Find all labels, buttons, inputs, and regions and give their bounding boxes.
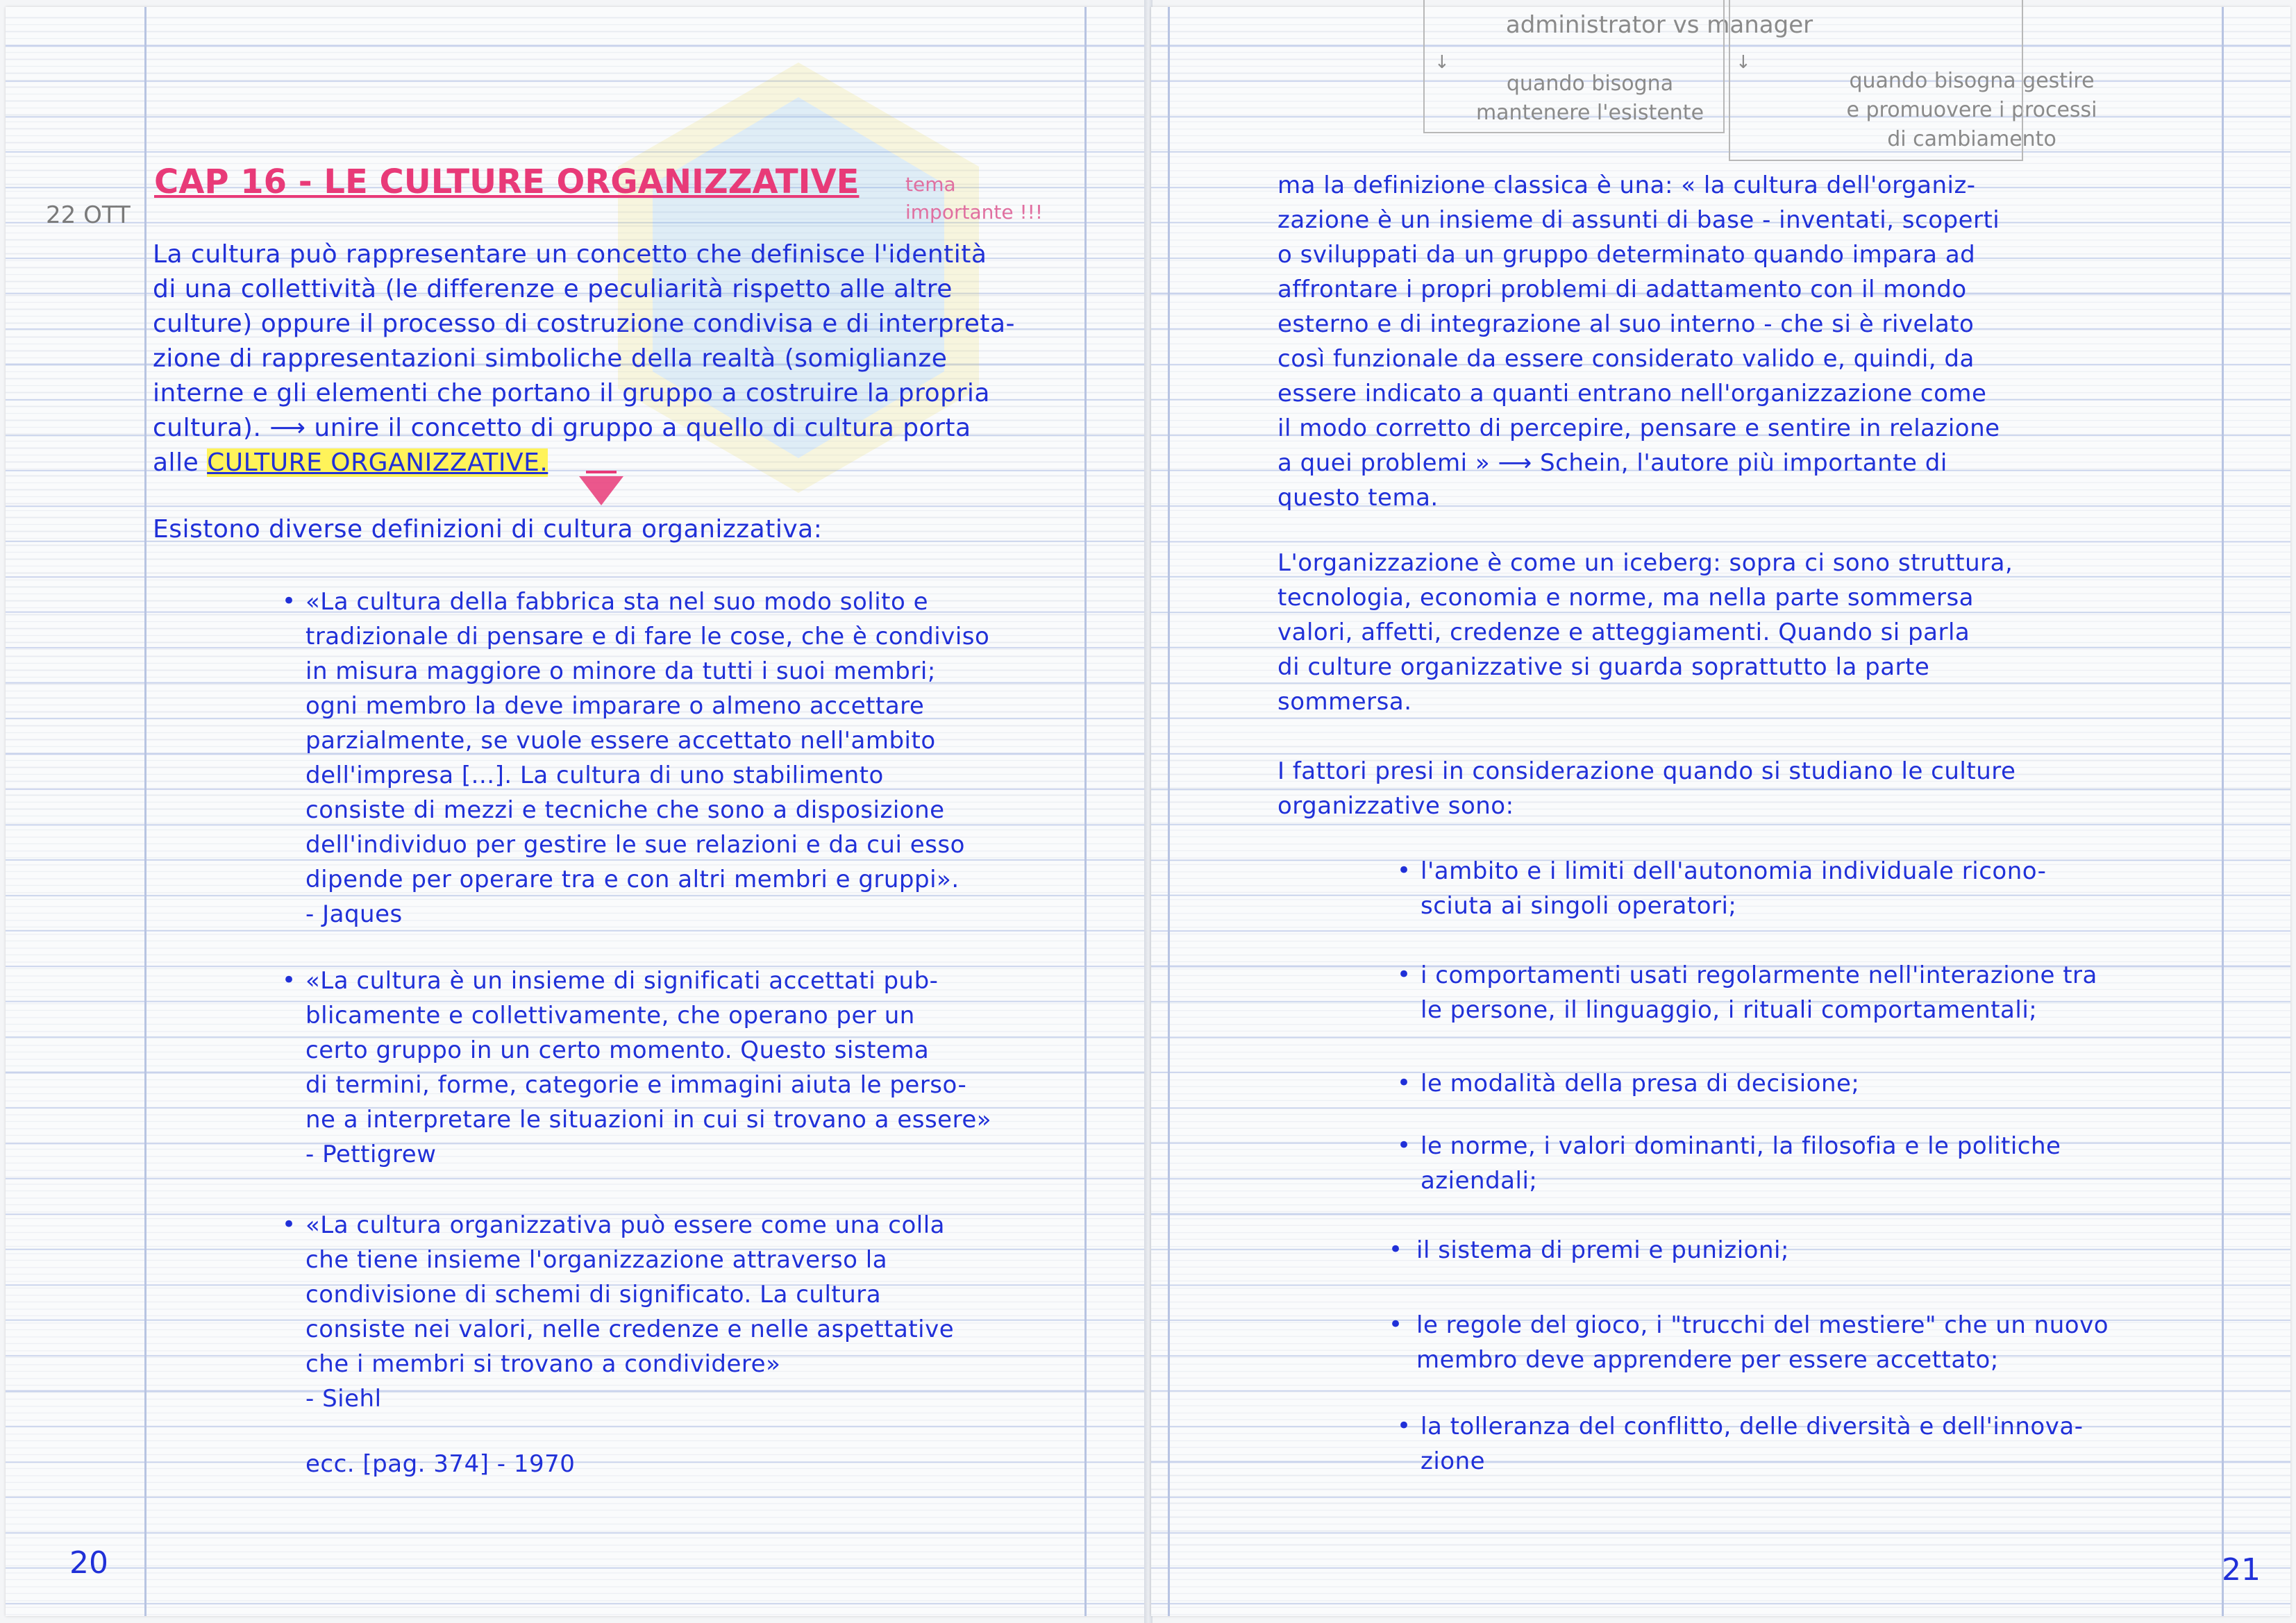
bullet-dot: •: [282, 1211, 296, 1238]
margin-line: [2222, 7, 2224, 1616]
date-note: 22 OTT: [46, 201, 131, 229]
note-box: [1729, 0, 2023, 161]
pencil-note-manager: quando bisogna gestire e promuovere i processi di cambiamento: [1846, 69, 2097, 151]
factor-item: la tolleranza del conflitto, delle diversità e dell'innova- zione: [1421, 1413, 2084, 1475]
bullet-dot: •: [1397, 857, 1411, 884]
classic-definition: ma la definizione classica è una: « la cultura dell'organiz- zazione è un insieme di assunti di base - inventati, scoperti o sviluppati da un gruppo determinato quando impara ad affrontare i propri problemi di adattamento con il mondo esterno e di integrazione al suo interno - che si è rivelato così funzionale da essere considerato valido e, quindi, da essere indicato a quanti entrano nell'organizzazione come il modo corretto di percepire, pensare e sentire in relazione a quei problemi » ⟶ Schein, l'autore più importante di questo tema.: [1277, 171, 2000, 512]
bullet-dot: •: [1397, 1412, 1411, 1440]
quote-pettigrew: «La cultura è un insieme di significati accettati pub- blicamente e collettivamente, che operano per un certo gruppo in un certo momento. Questo sistema di termini, forme, categorie e immagini aiuta le perso- ne a interpretare le situazioni in cui si trovano a essere» - Pettigrew: [305, 967, 992, 1168]
bullet-dot: •: [1397, 1069, 1411, 1097]
note-box: [1423, 0, 1725, 133]
bullet-dot: •: [282, 966, 296, 994]
margin-line: [144, 7, 146, 1616]
bullet-dot: •: [282, 587, 296, 615]
bullet-dot: •: [1389, 1311, 1403, 1338]
iceberg-paragraph: L'organizzazione è come un iceberg: sopra ci sono struttura, tecnologia, economia e norme, ma nella parte sommersa valori, affetti, credenze e atteggiamenti. Quando si parla di culture organizzative si guarda soprattutto la parte sommersa.: [1277, 549, 2013, 716]
chapter-title: CAP 16 - LE CULTURE ORGANIZZATIVE: [154, 162, 860, 201]
margin-line: [1084, 7, 1087, 1616]
intro-paragraph: [153, 237, 1076, 480]
highlighted-term: CULTURE ORGANIZZATIVE.: [207, 448, 548, 477]
margin-line: [1168, 7, 1170, 1616]
factor-item: il sistema di premi e punizioni;: [1416, 1236, 1789, 1264]
page-number: 21: [2222, 1552, 2261, 1588]
definitions-heading: Esistono diverse definizioni di cultura organizzativa:: [153, 515, 823, 544]
intro-text: La cultura può rappresentare un concetto che definisce l'identità di una collettività (le differenze e peculiarità rispetto alle altre culture) oppure il processo di costruzione condivisa e di interpreta- zione di rappresentazioni simboliche della realtà (somiglianze interne e gli elementi che portano il gruppo a costruire la propria cultura). ⟶ unire il concetto di gruppo a quello di cultura porta alle: [153, 240, 1016, 477]
pencil-note-administrator: quando bisogna mantenere l'esistente: [1475, 72, 1704, 125]
pencil-note-title: administrator vs manager: [1505, 11, 1813, 39]
factor-item: l'ambito e i limiti dell'autonomia individuale ricono- sciuta ai singoli operatori;: [1421, 857, 2047, 920]
pink-arrow-icon: [576, 469, 626, 508]
factors-intro: I fattori presi in considerazione quando si studiano le culture organizzative sono:: [1277, 757, 2016, 820]
tema-note: tema importante !!!: [905, 173, 1044, 224]
quote-siehl: «La cultura organizzativa può essere come una colla che tiene insieme l'organizzazione attraverso la condivisione di schemi di significato. La cultura consiste nei valori, nelle credenze e nelle aspettative che i membri si trovano a condividere» - Siehl: [305, 1211, 955, 1413]
down-arrow-icon: ↓: [1736, 52, 1751, 73]
factor-item: i comportamenti usati regolarmente nell'interazione tra le persone, il linguaggio, i rituali comportamentali;: [1421, 961, 2097, 1024]
factor-item: le regole del gioco, i "trucchi del mestiere" che un nuovo membro deve apprendere per essere accettato;: [1416, 1311, 2109, 1374]
quote-jaques: «La cultura della fabbrica sta nel suo modo solito e tradizionale di pensare e di fare le cose, che è condiviso in misura maggiore o minore da tutti i suoi membri; ogni membro la deve imparare o almeno accettare parzialmente, se vuole essere accettato nell'ambito dell'impresa [...]. La cultura di uno stabilimento consiste di mezzi e tecniche che sono a disposizione dell'individuo per gestire le sue relazioni e da cui esso dipende per operare tra e con altri membri e gruppi». - Jaques: [305, 588, 990, 928]
down-arrow-icon: ↓: [1434, 52, 1450, 73]
bullet-dot: •: [1397, 1132, 1411, 1159]
page-number: 20: [69, 1545, 108, 1581]
factor-item: le modalità della presa di decisione;: [1421, 1070, 1860, 1098]
factor-item: le norme, i valori dominanti, la filosofia e le politiche aziendali;: [1421, 1132, 2061, 1195]
bullet-dot: •: [1397, 961, 1411, 989]
page-reference: ecc. [pag. 374] - 1970: [305, 1450, 576, 1478]
bullet-dot: •: [1389, 1236, 1403, 1263]
